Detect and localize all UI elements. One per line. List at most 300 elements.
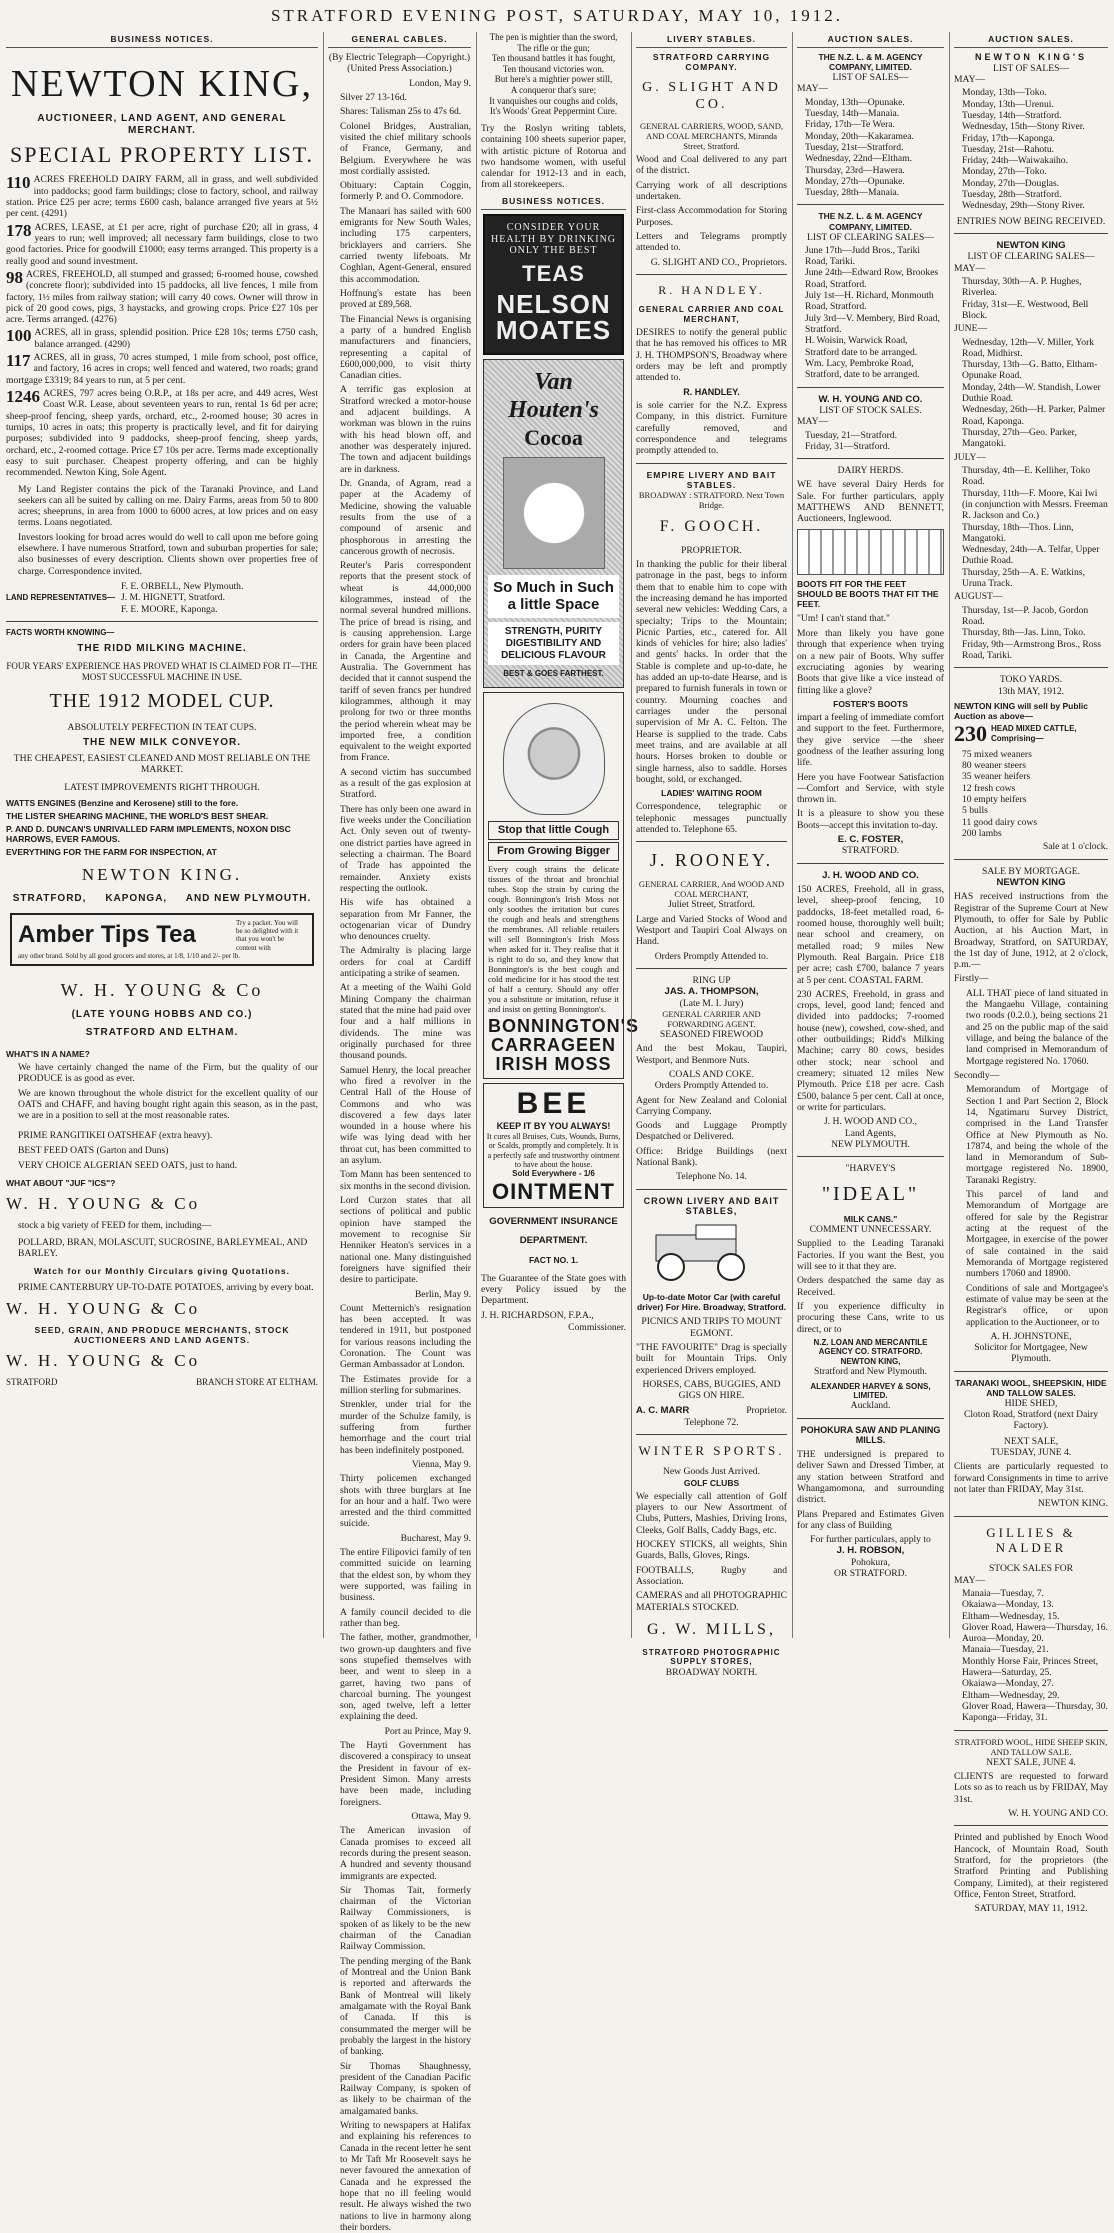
supplied-text: Supplied to the Leading Taranaki Factories. If you want the Best, you will see to it that they are. xyxy=(797,1238,944,1273)
crown-title: CROWN LIVERY AND BAIT STABLES, xyxy=(643,1195,780,1217)
branch-places: STRATFORD, KAPONGA, AND NEW PLYMOUTH. xyxy=(12,893,312,905)
wood-property-1: 150 ACRES, Freehold, all in grass, level, sheep-proof fencing, 10 paddocks, 18-feet metalled road, 6-roomed house, thoroughly well built; near school and creamery, on metalled road; 9 miles New Plymouth. Real Bargain. Price £18 per acre; cash £700, balance 7 years at 5 per cent. COASTAL FARM. xyxy=(797,884,944,986)
fosters-text-2: Here you have Footwear Satisfaction—Comfort and Service, with style thrown in. xyxy=(797,771,944,806)
milk-cans: MILK CANS." xyxy=(843,1214,898,1225)
list-item: Thursday, 4th—E. Kelliher, Toko Road. xyxy=(962,464,1091,488)
duncan-text: P. AND D. DUNCAN'S UNRIVALLED FARM IMPLEMENTS, NOXON DISC HARROWS, EVER FAMOUS. xyxy=(6,824,291,845)
paragraph: The Manaari has sailed with 600 emigrants for New South Wales, including 175 carpenters, bricklayers and carriers. She carried twenty lifeboats. Mr Coghlan, Agent-General, ensured this accommodation. xyxy=(340,205,471,285)
commissioner-title: Commissioner. xyxy=(568,1321,626,1333)
motor-car-illustration xyxy=(636,1221,766,1285)
rep-2: J. M. HIGNETT, Stratford. xyxy=(121,592,226,604)
potatoes-text: PRIME CANTERBURY UP-TO-DATE POTATOES, arriving by every boat. xyxy=(18,1281,314,1293)
list-item: Tuesday, 14th—Manaia. xyxy=(805,107,900,119)
perfection-text: ABSOLUTELY PERFECTION IN TEAT CUPS. xyxy=(67,722,257,733)
dairy-herds-title: DAIRY HERDS. xyxy=(837,465,904,477)
young-location: STRATFORD AND ELTHAM. xyxy=(85,1027,239,1039)
amber-tips-title: Amber Tips Tea xyxy=(18,921,196,949)
list-item: Monday, 27th—Toko. xyxy=(962,166,1047,178)
paragraph: Obituary: Captain Coggin, formerly P. and O. Commodore. xyxy=(340,180,471,203)
everything-text: EVERYTHING FOR THE FARM FOR INSPECTION, AT xyxy=(6,847,217,858)
list-item: June 17th—Judd Bros., Tariki Road, Tariki. xyxy=(805,244,921,268)
horses-text: HORSES, CABS, BUGGIES, AND GIGS ON HIRE. xyxy=(642,1378,781,1402)
list-item: Thursday, 18th—Thos. Linn, Mangatoki. xyxy=(962,521,1074,544)
column-auction-sales-1 xyxy=(792,32,948,1638)
nk-clearing-may xyxy=(954,276,1108,321)
young-title: W. H. YOUNG & Co xyxy=(60,980,264,1001)
verse-line: It's Woods' Great Peppermint Cure. xyxy=(489,106,618,117)
head-cattle xyxy=(954,721,1108,747)
milk-conveyor: THE NEW MILK CONVEYOR. xyxy=(82,737,242,749)
verse-line: A conqueror that's sure; xyxy=(510,85,597,96)
ideal-title: "IDEAL" xyxy=(821,1182,920,1205)
slight-p4: Letters and Telegrams promptly attended to. xyxy=(636,231,787,254)
nk-list-sales: LIST OF SALES— xyxy=(992,62,1070,74)
robson-location: Pohokura, xyxy=(850,1556,891,1568)
paragraph: Samuel Henry, the local preacher who fired a revolver in the Central Hall of the House of Commons and who was discovered a few days later wounded in a house where his wife was lying dead with her throat cut, has been committed to an asylum. xyxy=(340,1064,471,1167)
handley-title-2: R. HANDLEY. xyxy=(683,386,740,397)
livery-header: LIVERY STABLES. xyxy=(636,32,787,48)
dairy-text: WE have several Dairy Herds for Sale. For further particulars, apply MATTHEWS AND BENNETT, Auctioneers, Inglewood. xyxy=(797,479,944,525)
list-item: Friday, 31—Stratford. xyxy=(805,440,890,452)
nk2-june: JUNE— xyxy=(954,323,988,335)
toko-yards: TOKO YARDS. xyxy=(999,674,1063,686)
young-title-2: W. H. YOUNG & Co xyxy=(6,1193,201,1213)
property-list xyxy=(6,174,318,478)
gooch-title: F. GOOCH. xyxy=(659,517,764,535)
goods-text: Goods and Luggage Promptly Despatched or Delivered. xyxy=(636,1120,787,1143)
dateline-ottawa: Ottawa, May 9. xyxy=(411,1810,471,1822)
dateline-vienna: Vienna, May 9. xyxy=(411,1458,471,1470)
stock-sales-title: LIST OF STOCK SALES. xyxy=(819,404,922,416)
slight-title: G. SLIGHT AND CO. xyxy=(642,80,781,112)
investors-text: Investors looking for broad acres would do well to call upon me before going elsewhere. I have numerous Stratford, town and suburban properties for sale; also businesses of every description. Clients shown over properties free of charge. Correspondence invited. xyxy=(18,531,318,577)
mortgage-p1: HAS received instructions from the Registrar of the Supreme Court at New Plymouth, to offer for Sale by Public Auction, at his Auction Mart, in Broadway, Stratford, on SATURDAY, the 1st day of June, 1912, at 2 o'clock, p.m.— xyxy=(954,891,1108,971)
watts-engines: WATTS ENGINES (Benzine and Kerosene) still to the fore. xyxy=(6,798,239,809)
list-item: Kaponga—Friday, 31. xyxy=(962,1712,1048,1724)
paragraph: His wife has obtained a separation from Mr Fanner, the octogenarian vicar of Dundry who denounces cruelty. xyxy=(340,897,471,943)
pollard-text: POLLARD, BRAN, MOLASCUIT, SUCROSINE, BARLEYMEAL, AND BARLEY. xyxy=(18,1236,308,1260)
list-item: Auroa—Monday, 20. xyxy=(962,1633,1044,1645)
model-cup-title: THE 1912 MODEL CUP. xyxy=(49,690,275,713)
verse-line: The rifle or the gun; xyxy=(517,42,590,53)
dateline-port: Port au Prince, May 9. xyxy=(384,1725,471,1737)
list-item: 75 mixed weaners xyxy=(962,748,1032,760)
verse-line: Ten thousand victories won. xyxy=(502,63,605,74)
property-entry xyxy=(6,269,318,326)
list-item: 12 fresh cows xyxy=(962,782,1016,794)
newton-king-loc: Stratford and New Plymouth. xyxy=(814,1366,927,1378)
hide-address: Cloton Road, Stratford (next Dairy Factory). xyxy=(963,1409,1099,1432)
next-sale: NEXT SALE, xyxy=(1003,1435,1059,1447)
ladies-room: LADIES' WAITING ROOM xyxy=(661,788,762,799)
oats-3: VERY CHOICE ALGERIAN SEED OATS, just to hand. xyxy=(18,1160,237,1172)
list-item: Thursday, 25th—A. E. Watkins, Uruna Track. xyxy=(962,566,1085,590)
nz-agency-2: THE N.Z. L. & M. AGENCY COMPANY, LIMITED. xyxy=(818,211,923,232)
reps-label: LAND REPRESENTATIVES— xyxy=(6,593,116,603)
paragraph: Shares: Talisman 25s to 47s 6d. xyxy=(340,106,462,118)
amber-footer: any other brand. Sold by all good grocers and stores, at 1/8, 1/10 and 2/- per lb. xyxy=(18,951,241,960)
property-description: ACRES FREEHOLD DAIRY FARM, all in grass, and well subdivided into paddocks; good farm buildings; close to factory, school, and railway station. Price £25 per acre; terms £600 cash, balance arranged five years at 5½ per cent. (4291) xyxy=(6,174,318,220)
list-item: Thursday, 11th—F. Moore, Kai Iwi (in conjunction with Messrs. Freeman R. Jackson and Co.) xyxy=(962,487,1108,522)
bonnington-ad xyxy=(483,692,639,1079)
golf-text: We especially call attention of Golf players to our New Assortment of Clubs, Putters, Mashies, Driving Irons, Cleeks, Golf Balls, Caddy Bags, etc. xyxy=(636,1490,787,1536)
publication-date: SATURDAY, MAY 11, 1912. xyxy=(974,1903,1088,1915)
slight-p2: Carrying work of all descriptions undertaken. xyxy=(636,179,787,203)
winter-sports-title: WINTER SPORTS. xyxy=(638,1443,785,1459)
whats-p2: We are known throughout the whole district for the excellent quality of our OATS and CHAFF, and having bought right again this season, as in the past, we are in a position to sell at the most reasonable rates. xyxy=(18,1087,318,1122)
seed-grain-text: SEED, GRAIN, AND PRODUCE MERCHANTS, STOCK AUCTIONEERS AND LAND AGENTS. xyxy=(34,1324,290,1345)
cocoa-hand-illustration xyxy=(503,457,605,569)
list-item: Monday, 13th—Urenui. xyxy=(962,98,1054,110)
young-foot-left: STRATFORD xyxy=(6,1377,58,1388)
empire-address: BROADWAY : STRATFORD. Next Town Bridge. xyxy=(638,489,785,510)
mortgage-p3: Memorandum of Mortgage of Section 1 and Part Section 2, Block 14, Ngatimaru Survey District, comprised in the Land Transfer Office at New Plymouth as No. 17874, and being the whole of the land in Memorandum of Sub-mortgage registered No. 18900, Taranaki Registry. xyxy=(966,1084,1108,1186)
dateline-berlin: Berlin, May 9. xyxy=(415,1288,471,1300)
latest-text: LATEST IMPROVEMENTS RIGHT THROUGH. xyxy=(64,781,260,793)
marr-line xyxy=(636,1405,787,1416)
auction-header-2: AUCTION SALES. xyxy=(954,32,1108,48)
paragraph: Tom Mann has been sentenced to six months in the second division. xyxy=(340,1169,471,1192)
comment-unnecessary: COMMENT UNNECESSARY. xyxy=(809,1224,932,1236)
whyoung-title: W. H. YOUNG AND CO. xyxy=(818,393,923,405)
gillies-title: GILLIES & NALDER xyxy=(986,1524,1076,1555)
mills-address: BROADWAY NORTH. xyxy=(665,1666,758,1678)
clearing-sales-title: LIST OF CLEARING SALES— xyxy=(807,231,934,243)
list-item: Tuesday, 14th—Stratford. xyxy=(962,109,1062,121)
property-description: ACRES, all in grass, splendid position. Price £28 10s; terms £750 cash, balance arranged. (4290) xyxy=(34,327,318,350)
nk-clearing-june xyxy=(954,337,1108,450)
amber-side-text: Try a packet. You will be so delighted with it that you won't be content with xyxy=(236,918,299,952)
special-property-title: SPECIAL PROPERTY LIST. xyxy=(9,142,315,168)
bucharest-paragraphs xyxy=(328,1547,471,1723)
winter-subtitle: New Goods Just Arrived. xyxy=(663,1466,760,1478)
wood-signature: J. H. WOOD AND CO., xyxy=(823,1116,918,1128)
newton-king-title: NEWTON KING, xyxy=(11,63,313,106)
foster-location: STRATFORD. xyxy=(841,845,900,857)
wood-new-plymouth: NEW PLYMOUTH. xyxy=(831,1138,910,1150)
sale-by-mortgage: SALE BY MORTGAGE. xyxy=(982,865,1080,877)
paragraph: The Hayti Government has discovered a conspiracy to unseat the President in favour of ex-President Simon. Many arrests have been made, including foreigners. xyxy=(340,1740,471,1808)
list-item: Tuesday, 21st—Rahotu. xyxy=(962,143,1055,155)
harvey-sons: ALEXANDER HARVEY & SONS, LIMITED. xyxy=(810,1381,931,1400)
fosters-text-1: impart a feeling of immediate comfort and support to the feet. Furthermore, they give service —the sheer goodness of the leather assuring long life. xyxy=(797,711,944,769)
property-description: ACRES, 797 acres being O.R.P., at 18s per acre, and 449 acres, West Coast W.R. Lease, about seventeen years to run, rental 1s 6d per acre; sheep-proof fencing, sheep yards, orchard, etc., 2-roomed house; 30 acres in turnips, 10 acres in oats; this property is practically level, and fit for dairying purposes; subdivided into 9 paddocks, sheep-proof fencing, sheep yards, orchard, etc., 2-roomed cottage. Price £7 10s per acre. Terms made exceptionally easy to suit purchaser. Cheapest property offering, and can be highly recommended. Newton King, Sole Agent. xyxy=(6,388,318,479)
land-representatives xyxy=(6,581,318,615)
oats-2: BEST FEED OATS (Garton and Duns) xyxy=(18,1144,169,1156)
stratford-wool: STRATFORD WOOL, HIDE SHEEP SKIN, AND TALLOW SALE. xyxy=(954,1736,1108,1757)
stock-sales-list xyxy=(797,430,944,453)
bee-title: BEE xyxy=(516,1086,591,1120)
mortgage-p5: Conditions of sale and Mortgagee's estimate of value may be seen at the Registrar's office, or upon application to the Auctioneer, or to xyxy=(966,1282,1108,1328)
list-item: Monday, 27th—Opunake. xyxy=(805,175,905,187)
dateline-bucharest: Bucharest, May 9. xyxy=(400,1532,471,1544)
wood-property-2: 230 ACRES, Freehold, in grass and crops, level, good land; fenced and divided into paddocks; 7-roomed house (new), cowshed, cow-shed, and other outbuildings; Ridd's Milking Machine; carry 80 cows, besides other stock; near school and creamery; situated 12 miles New Plymouth. Price £18 per acre. Cash £500, balance 5 per cent. Call at once, or write for particulars. xyxy=(797,988,944,1113)
football-text: FOOTBALLS, Rugby and Association. xyxy=(636,1564,787,1587)
plans-text: Plans Prepared and Estimates Given for any class of Building xyxy=(797,1508,944,1531)
wood-title: J. H. WOOD AND CO. xyxy=(822,869,919,881)
seasoned-firewood: SEASONED FIREWOOD xyxy=(659,1028,764,1040)
property-description: ACRES, FREEHOLD, all stumped and grassed; 6-roomed house, cowshed (concrete floor); subdivided into 15 paddocks, all live fences, 1 mile from factory, 1½ miles from railway station; will carry 40 cows. Owner will throw in pick of 20 good cows, pigs, 3 haystacks, and growing crops. Price £27 10s per acre. Terms arranged. (4276) xyxy=(6,268,318,326)
slight-p1: Wood and Coal delivered to any part of the district. xyxy=(636,154,787,177)
cattle-list xyxy=(954,749,1108,840)
robson-or: OR STRATFORD. xyxy=(833,1568,908,1580)
verse-line: Ten thousand battles it has fought, xyxy=(491,53,616,64)
nk-will-sell: NEWTON KING will sell by Public Auction as above— xyxy=(954,700,1088,721)
paragraph: Hoffnung's estate has been proved at £89,568. xyxy=(340,287,471,311)
property-acres: 117 xyxy=(6,351,31,371)
mills-tagline: STRATFORD PHOTOGRAPHIC SUPPLY STORES, xyxy=(642,1647,781,1667)
list-item: Wm. Lacy, Pembroke Road, Stratford, date to be arranged. xyxy=(805,357,920,381)
cables-header: GENERAL CABLES. xyxy=(328,32,471,48)
golf-clubs: GOLF CLUBS xyxy=(683,1477,740,1488)
list-item: 5 bulls xyxy=(962,805,988,817)
column-header: BUSINESS NOTICES. xyxy=(6,32,318,48)
robson-name: J. H. ROBSON, xyxy=(836,1545,905,1557)
auckland-text: Auckland. xyxy=(850,1400,891,1412)
head-number: 230 xyxy=(954,720,987,746)
toko-date: 13th MAY, 1912. xyxy=(997,685,1065,697)
printed-by: Printed and published by Enoch Wood Hancock, of Mountain Road, South Stratford, for the proprietors (the Stratford Printing and Publishing Company, Limited), at their registered Office, Fenton Street, Stratford. xyxy=(954,1832,1108,1900)
sold-text: Sold Everywhere - 1/6 xyxy=(512,1169,595,1179)
paragraph: The Financial News is organising a party of a hundred English manufacturers and financiers, representing a capital of £600,000,000, to visit thirty Canadian cities. xyxy=(340,313,471,382)
list-item: H. Woisin, Warwick Road, Stratford date to be arranged. xyxy=(805,335,918,358)
nk2-july: JULY— xyxy=(954,451,987,463)
favourite-text: "THE FAVOURITE" Drag is specially built for Mountain Trips. Only experienced Drivers employed. xyxy=(636,1341,787,1376)
handley-title: R. HANDLEY. xyxy=(658,282,765,297)
clients-text: Clients are particularly requested to forward Consignments in time to arrive not later than FRIDAY, May 31st. xyxy=(954,1461,1108,1496)
boots-title: BOOTS FIT FOR THE FEET SHOULD BE BOOTS THAT FIT THE FEET. xyxy=(797,578,939,609)
tuesday-june: TUESDAY, JUNE 4. xyxy=(990,1447,1072,1459)
land-register-text: My Land Register contains the pick of the Taranaki Province, and Land seekers can all be suited by calling on me. Dairy Farms, areas from 50 to 800 acres; sheepruns, in area from 1000 to 6000 acres, at low prices and on easy terms. Loans negotiated. xyxy=(18,483,318,529)
list-item: Monday, 13th—Opunake. xyxy=(805,96,905,108)
johnstone-title: Solicitor for Mortgagee, New Plymouth. xyxy=(974,1342,1088,1365)
column-ads xyxy=(476,32,639,1638)
orders-same-day: Orders despatched the same day as Received. xyxy=(797,1275,944,1298)
handley-p2: is sole carrier for the N.Z. Express Company, in this district. Furniture carefully removed, and correspondence and telegrams promptly attended to. xyxy=(636,400,787,457)
cheapest-text: THE CHEAPEST, EASIEST CLEANED AND MOST RELIABLE ON THE MARKET. xyxy=(13,753,311,776)
johnstone-name: A. H. JOHNSTONE, xyxy=(990,1330,1072,1342)
property-acres: 98 xyxy=(6,267,23,287)
head-text: HEAD MIXED CATTLE, Comprising— xyxy=(991,724,1077,743)
whats-p1: We have certainly changed the name of the Firm, but the quality of our PRODUCE is as good as ever. xyxy=(18,1062,318,1085)
list-item: Friday, 9th—Armstrong Bros., Ross Road, Tariki. xyxy=(962,638,1102,661)
further-text: For further particulars, apply to xyxy=(810,1534,931,1546)
roslyn-text: Try the Roslyn writing tablets, containing 100 sheets superior paper, with artistic picture of Rotorua and two handsome women, with useful calendar for 1912-13 and in each, from all storekeepers. xyxy=(481,122,626,191)
bee-ointment-ad xyxy=(483,1083,624,1208)
list-item: Thursday, 1st—P. Jacob, Gordon Road. xyxy=(962,604,1089,627)
harvey-title: "HARVEY'S xyxy=(845,1163,896,1175)
amber-tips-ad xyxy=(10,913,314,966)
wood-land-agents: Land Agents, xyxy=(844,1127,897,1139)
paragraph: A second victim has succumbed as a result of the gas explosion at Stratford. xyxy=(340,766,471,801)
list-item: Manaia—Tuesday, 7. xyxy=(962,1587,1044,1599)
difficulty-text: If you experience difficulty in procuring these Cans, write to us direct, or to xyxy=(797,1301,944,1335)
strength-text: STRENGTH, PURITY DIGESTIBILITY AND DELICIOUS FLAVOUR xyxy=(488,622,619,665)
orders-attended: Orders Promptly Attended to. xyxy=(654,1080,769,1092)
list-item: Eltham—Wednesday, 29. xyxy=(962,1689,1060,1701)
mills-title: G. W. MILLS, xyxy=(647,1620,776,1638)
growing-bigger: From Growing Bigger xyxy=(488,842,619,861)
nk-may: MAY— xyxy=(954,73,986,85)
nz-agency-1: THE N.Z. L. & M. AGENCY COMPANY, LIMITED. xyxy=(818,52,923,73)
rooney-orders: Orders Promptly Attended to. xyxy=(654,950,769,962)
list-item: Wednesday, 12th—V. Miller, York Road, Midhirst. xyxy=(962,336,1095,359)
list-item: 35 weaner heifers xyxy=(962,771,1031,783)
rep-1: F. E. ORBELL, New Plymouth. xyxy=(121,581,244,593)
nk-mortgage: NEWTON KING xyxy=(996,876,1066,888)
newton-king-footer: NEWTON KING. xyxy=(81,865,243,885)
list-item: Monday, 20th—Kakaramea. xyxy=(805,130,914,142)
paragraph: The American invasion of Canada promises to exceed all records during the present season. A hundred and seventy thousand immigrants are expected. xyxy=(340,1825,471,1882)
clients-requested: CLIENTS are requested to forward Lots so as to reach us by FRIDAY, May 31st. xyxy=(954,1771,1108,1805)
coals-coke: COALS AND COKE. xyxy=(668,1068,755,1080)
list-item: Okaiawa—Monday, 13. xyxy=(962,1599,1054,1611)
vienna-paragraphs xyxy=(328,1473,471,1530)
nz-loan-text: N.Z. LOAN AND MERCANTILE AGENCY CO. STRATFORD. xyxy=(813,1337,928,1357)
property-acres: 100 xyxy=(6,326,32,346)
list-item: Thursday, 30th—A. P. Hughes, Riverlea. xyxy=(962,275,1082,299)
picnics-text: PICNICS AND TRIPS TO MOUNT EGMONT. xyxy=(641,1316,782,1339)
stock-may: MAY— xyxy=(797,416,829,428)
newton-king-role: AUCTIONEER, LAND AGENT, AND GENERAL MERCHANT. xyxy=(37,112,287,136)
stock-sales-for: STOCK SALES FOR xyxy=(988,1563,1074,1575)
paragraph: At a meeting of the Waihi Gold Mining Company the chairman stated that the mine had paid over four and a half millions in dividends. The mine was originally purchased for three thousand pounds. xyxy=(340,982,471,1062)
slight-signature: G. SLIGHT AND CO., Proprietors. xyxy=(650,256,787,268)
keep-text: KEEP IT BY YOU ALWAYS! xyxy=(496,1121,611,1132)
paragraph: Writing to newspapers at Halifax and explaining his references to Canada in the recent letter he sent to Mr Taft Mr Roosevelt says he never favoured the annexation of Canada and he expressed the hope that no ill feeling would result. He always wished the two nations to live in harmony along their borders. xyxy=(340,2120,471,2233)
taranaki-wool: TARANAKI WOOL, SHEEPSKIN, HIDE AND TALLOW SALES. xyxy=(955,1377,1107,1398)
ring-up: RING UP xyxy=(692,974,731,986)
bonnington-title: BONNINGTON'S CARRAGEEN IRISH MOSS xyxy=(488,1016,639,1074)
nelson-moates-text: NELSON MOATES xyxy=(495,289,612,346)
list-item: Monday, 13th—Toko. xyxy=(962,87,1047,99)
masthead: STRATFORD EVENING POST, SATURDAY, MAY 10, 1912. xyxy=(270,6,844,25)
handley-tagline: GENERAL CARRIER AND COAL MERCHANT, xyxy=(638,305,785,324)
list-item: Wednesday, 29th—Stony River. xyxy=(962,200,1085,212)
property-description: ACRES, LEASE, at £1 per acre, right of purchase £20; all in grass, 4 years to run; well improved; all necessary farm buildings, close to two good factories. Price for goodwill £1000; easy terms arranged. This property is a really good and sound investment. xyxy=(6,221,318,267)
cables-paragraphs xyxy=(328,92,471,1286)
column-business-notices xyxy=(2,32,322,1638)
rooney-title: J. ROONEY. xyxy=(649,850,774,871)
column-auction-sales-2 xyxy=(949,32,1112,1915)
van-houten-title: Van Houten's xyxy=(508,369,599,424)
property-entry xyxy=(6,174,318,219)
fosters-text-3: It is a pleasure to show you these Boots—accept this invitation to-day. xyxy=(797,808,944,831)
list-item: Wednesday, 24th—A. Telfar, Upper Duthie Road. xyxy=(962,544,1100,567)
pen-verse xyxy=(481,32,626,117)
four-years-text: FOUR YEARS' EXPERIENCE HAS PROVED WHAT IS CLAIMED FOR IT—THE MOST SUCCESSFUL MACHINE IN USE. xyxy=(6,661,318,682)
paragraph: Colonel Bridges, Australian, visited the chief military schools of France, Germany, and Belgium. Everywhere he was most cordially assisted. xyxy=(340,120,471,177)
paragraph: The Admiralty is placing large orders for coal at Cardiff anticipating a strike of seamen. xyxy=(340,945,471,980)
whyoung-sign: W. H. YOUNG AND CO. xyxy=(1008,1807,1108,1819)
agent-text: Agent for New Zealand and Colonial Carrying Company. xyxy=(636,1094,787,1117)
list-item: Monday, 27th—Douglas. xyxy=(962,177,1060,189)
list-item: Tuesday, 28th—Manaia. xyxy=(805,187,900,199)
nk-sign: NEWTON KING. xyxy=(1037,1498,1108,1510)
what-about: WHAT ABOUT "JUF "ICS"? xyxy=(6,1177,116,1188)
list-item: Tuesday, 21st—Stratford. xyxy=(805,141,904,153)
list-item: 80 weaner steers xyxy=(962,760,1026,772)
rep-3: F. E. MOORE, Kaponga. xyxy=(121,603,218,615)
mortgage-p2: ALL THAT piece of land situated in the Mangaehu Village, containing two roods (0.2.0.), being sections 21 and 25 on the public map of the said village, and being the balance of the land comprised in Memorandum of Mortgage registered No. 17060. xyxy=(966,987,1108,1067)
boots-quote: "Um! I can't stand that." xyxy=(797,612,890,624)
paragraph: Silver 27 13-16d. xyxy=(340,91,407,103)
nk-clearing-july xyxy=(954,465,1108,589)
ottawa-paragraphs xyxy=(328,1825,471,2233)
paragraph: The father, mother, grandmother, two grown-up daughters and five sons stupefied themselves with beer, and went to sleep in a garret, having two pans of charcoal burning. The youngest son, aged twelve, left a letter explaining the deed. xyxy=(340,1632,471,1723)
column-general-cables xyxy=(323,32,475,2233)
ointment-title: OINTMENT xyxy=(492,1178,615,1204)
office-text: Office: Bridge Buildings (next National Bank). xyxy=(636,1145,787,1169)
paragraph: Sir Thomas Tait, formerly chairman of the Victorian Railway Commissioners, is spoken of as likely to be the new chairman of the Canadian Railway Commission. xyxy=(340,1884,471,1953)
telephone-14: Telephone No. 14. xyxy=(676,1171,747,1183)
rooney-text: Large and Varied Stocks of Wood and Westport and Taupiri Coal Always on Hand. xyxy=(636,913,787,948)
facts-heading: FACTS WORTH KNOWING— xyxy=(6,627,115,637)
young-title-3: W. H. YOUNG & Co xyxy=(6,1298,201,1318)
berlin-paragraphs xyxy=(328,1303,471,1456)
lister-text: THE LISTER SHEARING MACHINE, THE WORLD'S BEST SHEAR. xyxy=(6,811,269,822)
list-item: 11 good dairy cows xyxy=(962,816,1038,828)
paragraph: Reuter's Paris correspondent reports that the present stock of wheat is 44,000,000 kilogrammes, instead of the normal several hundred millions. The price of bread is rising, and is causing apprehension. Large orders for grain have been placed in Canada, the Argentine and Australia. The Government has decided that it cannot suspend the tariff of seven francs per hundred kilogrammes, although it may prolong for two or three months the period wherein wheat may be imported free, a condition equivalent to the weight exported from France. xyxy=(340,560,471,764)
list-item: Friday, 17th—Te Wera. xyxy=(805,119,895,131)
nz-list-of-sales: LIST OF SALES— xyxy=(832,72,909,84)
list-item: Thursday, 23rd—Hawera. xyxy=(805,164,905,176)
van-houten-ad xyxy=(483,359,624,688)
dateline-london: London, May 9. xyxy=(409,77,471,89)
pohokura-text: THE undersigned is prepared to deliver Sawn and Dressed Timber, at any station between Stratford and Whangamomona, and surrounding district. xyxy=(797,1448,944,1506)
stock-variety: stock a big variety of FEED for them, including— xyxy=(18,1219,212,1231)
thompson-text: And the best Mokau, Taupiri, Westport, and Benmore Nuts. xyxy=(636,1043,787,1066)
list-item: Wednesday, 22nd—Eltham. xyxy=(805,153,913,165)
nk-sales-list xyxy=(954,87,1108,211)
list-item: Okaiawa—Monday, 27. xyxy=(962,1678,1054,1690)
list-item: Wednesday, 15th—Stony River. xyxy=(962,121,1085,133)
nelson-moates-ad xyxy=(483,214,624,355)
paragraph: The entire Filipovici family of ten committed suicide on learning that the eldest son, by whom they were supported, was failing in business. xyxy=(340,1547,471,1604)
list-item: Eltham—Wednesday, 15. xyxy=(962,1610,1060,1622)
thompson-tagline: GENERAL CARRIER AND FORWARDING AGENT. xyxy=(662,1008,761,1029)
paragraph: Lord Curzon states that all sections of political and public opinion have stamped the movement to recognise Sir Henniker Heaton's services in a national one. Many distinguished foreigners have signified their desire to participate. xyxy=(340,1195,471,1286)
ridd-heading: THE RIDD MILKING MACHINE. xyxy=(77,643,247,655)
list-item: Glover Road, Hawera—Thursday, 30. xyxy=(962,1701,1108,1713)
newton-king-ref: NEWTON KING, xyxy=(840,1356,901,1366)
best-goes-text: BEST & GOES FARTHEST. xyxy=(503,669,604,679)
nk-clearing-title: LIST OF CLEARING SALES— xyxy=(967,251,1095,263)
paragraph: Count Metternich's resignation has been accepted. It was tendered in 1911, but postponed for various reasons including the Coronation. The Count was German Ambassador at London. xyxy=(340,1302,471,1371)
newton-kings-title: NEWTON KING'S xyxy=(975,52,1087,63)
paragraph: Sir Thomas Shaughnessy, president of the Canadian Pacific Railway Company, is spoken of as likely to be chairman of the amalgamated banks. xyxy=(340,2060,471,2117)
hockey-text: HOCKEY STICKS, all weights, Shin Guards, Balls, Gloves, Rings. xyxy=(636,1538,787,1562)
port-paragraphs xyxy=(328,1740,471,1808)
young-footer xyxy=(6,1377,318,1388)
motor-car-text: Up-to-date Motor Car (with careful driver) For Hire. Broadway, Stratford. xyxy=(636,1292,787,1313)
stop-cough: Stop that little Cough xyxy=(488,821,619,840)
slight-tagline: GENERAL CARRIERS, WOOD, SAND, AND COAL MERCHANTS, Miranda Street, Stratford. xyxy=(639,121,784,152)
list-item: July 3rd—V. Membery, Bird Road, Stratford. xyxy=(805,312,940,336)
paragraph: Thirty policemen exchanged shots with three burglars at Ine for an hour and a half. Two were arrested and the third committed suicide. xyxy=(340,1473,471,1530)
list-item: Wednesday, 26th—H. Parker, Palmer Road, Kaponga. xyxy=(962,404,1106,427)
paragraph: Dr. Gnanda, of Agram, read a paper at the Academy of Medicine, showing the valuable results from the use of a compound of arsenic and phosphorous in arresting the cancerous growth of necrosis. xyxy=(340,477,471,557)
cough-text: Every cough strains the delicate tissues of the throat and bronchial tubes. Stop the strain by curing the cough. Bonnington's Irish Moss not only soothes the irritation but cures the cough and heals and strengthens the membranes. All reliable retailers will sell Bonnington's Irish Moss when asked for it. They realise that it is right to do so, and they know that Bonnington's is the best cough and cold medicine for it has stood the test of half a century. Should any offer you a substitute or imitation, refuse it and insist on getting Bonnington's. xyxy=(488,863,619,1015)
paragraph: The pending merging of the Bank of Montreal and the Union Bank is reported and afterwards the Bank of Montreal will likely amalgamate with the Royal Bank of Canada. If this is consummated the merger will be probably the largest in the history of banking. xyxy=(340,1955,471,2058)
slight-p3: First-class Accommodation for Storing Purposes. xyxy=(636,205,787,228)
guarantee-text: The Guarantee of the State goes with every Policy issued by the Department. xyxy=(481,1272,626,1307)
foster-name: E. C. FOSTER, xyxy=(837,834,904,846)
boots-text: More than likely you have gone through that experience when trying on a new pair of Boots. Why suffer excruciating agonies by wearing Boots that give like a vice instead of fitting like a glove? xyxy=(797,628,944,696)
gov-insurance-title: GOVERNMENT INSURANCE xyxy=(489,1215,618,1227)
list-item: Friday, 17th—Kaponga. xyxy=(962,132,1055,144)
marr-name: A. C. MARR xyxy=(636,1405,690,1417)
